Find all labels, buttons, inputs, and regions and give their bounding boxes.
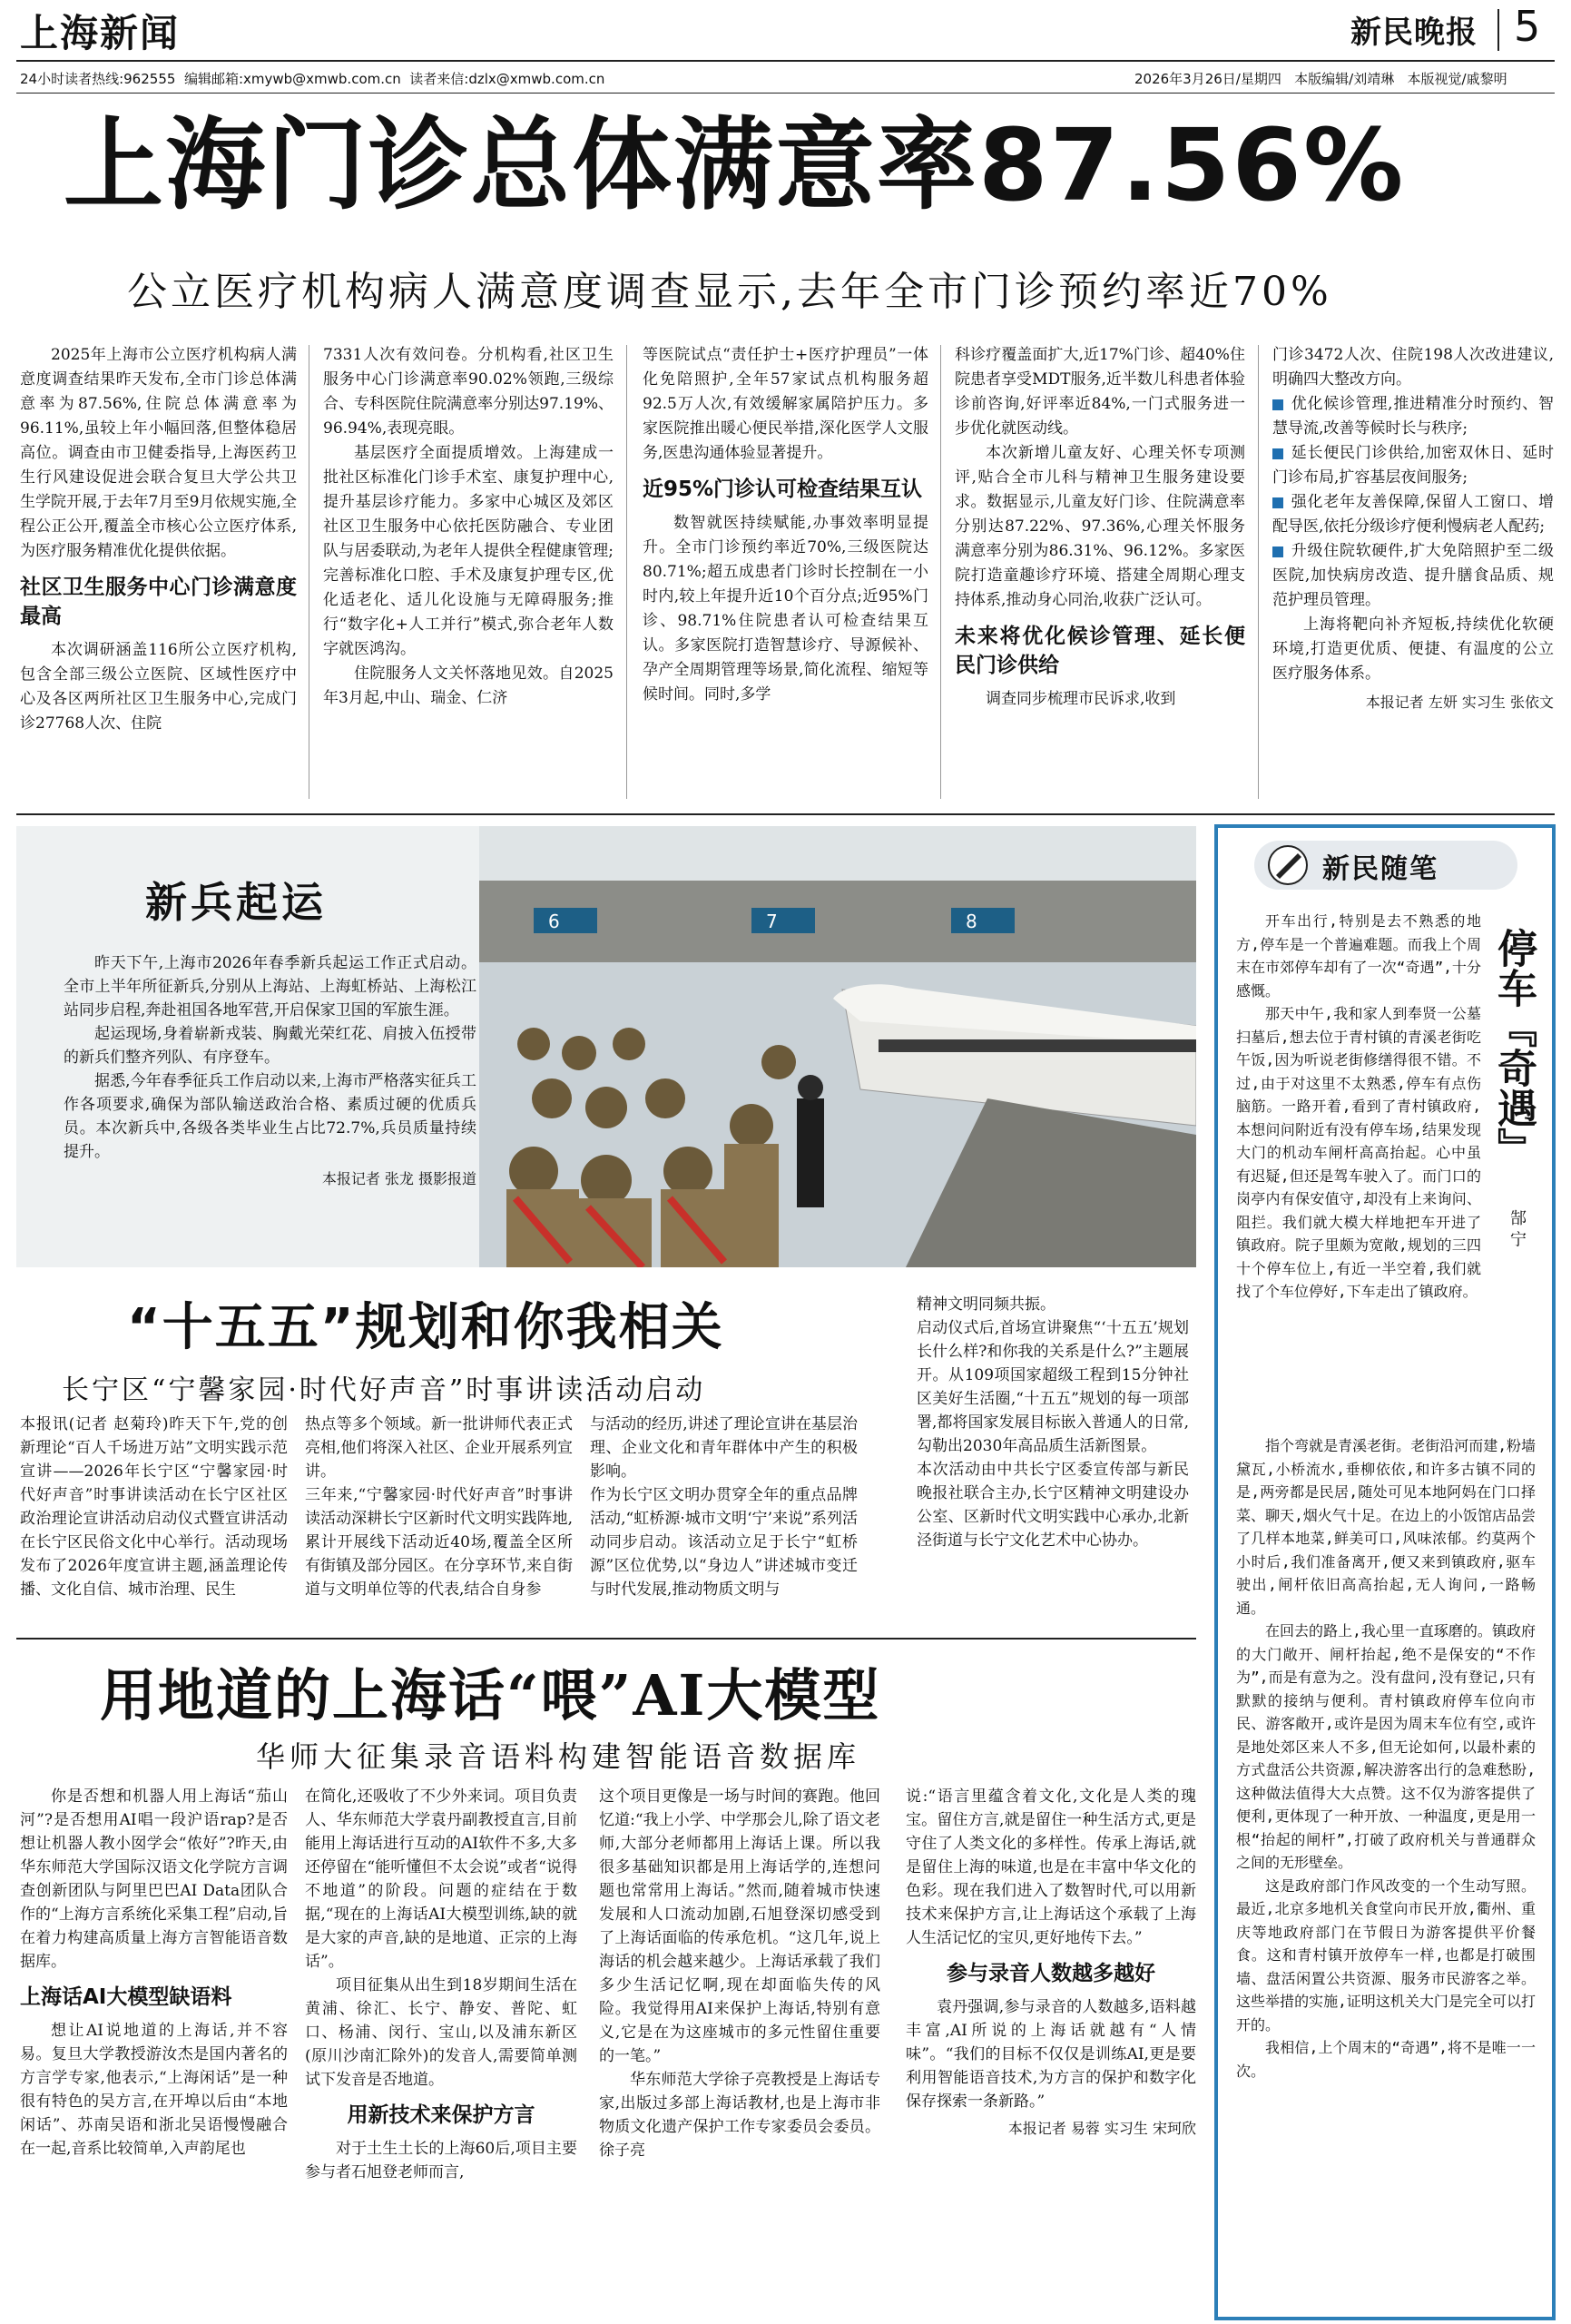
lead-paragraph: 科诊疗覆盖面扩大,近17%门诊、超40%住院患者享受MDT服务,近半数儿科患者体验诊前咨询,好评率近84%,一门式服务进一步优化就医动线。 (955, 346, 1245, 438)
bullet-item: 升级住院软硬件,扩大免陪照护至二级医院,加快病房改造、提升膳食品质、规范护理员管理。 (1272, 542, 1554, 609)
recruits-paragraph: 据悉,今年春季征兵工作启动以来,上海市严格落实征兵工作各项要求,确保为部队输送政治合格、素质过硬的优质兵员。本次新兵中,各级各类毕业生占比72.7%,兵员质量持续提升。 (64, 1072, 476, 1161)
recruits-byline: 本报记者 张龙 摄影报道 (321, 1170, 476, 1187)
bullet-item: 优化候诊管理,推进精准分时预约、智慧导流,改善等候时长与秩序; (1272, 395, 1554, 438)
recruits-photo (479, 826, 1196, 1267)
section-title: 上海新闻 (20, 11, 181, 55)
page-number: 5 (1514, 2, 1541, 51)
col-divider (940, 345, 941, 799)
masthead-divider (1497, 9, 1499, 51)
masthead-rule (16, 60, 1555, 62)
plan-col-3: 与活动的经历,讲述了理论宣讲在基层治理、企业文化和青年群体中产生的积极影响。 作为长宁区文明办贯穿全年的重点品牌活动,“虹桥源·城市文明‘宁’来说”系列活动同步启动。该活动立足于长宁“虹桥源”区位优势,以“身边人”讲述城市变迁与时代发展,推动物质文明与 (590, 1415, 858, 1599)
lead-paragraph: 7331人次有效问卷。分机构看,社区卫生服务中心门诊满意率90.02%领跑,三级综合、专科医院住院满意率分别达97.19%、96.94%,表现亮眼。 (323, 346, 614, 438)
paper-logo: 新民晚报 (1350, 15, 1478, 51)
plan-subheadline: 长宁区“宁馨家园·时代好声音”时事讲读活动启动 (62, 1374, 706, 1406)
ai-paragraph: 袁丹强调,参与录音的人数越多,语料越丰富,AI所说的上海话就越有“人情味”。“我们的目标不仅仅是训练AI,更是要利用智能语音技术,为方言的保护和数字化保存探索一条新路。” (906, 1998, 1196, 2111)
essay-column-name: 新民随笔 (1322, 853, 1438, 885)
ai-paragraph: 这个项目更像是一场与时间的赛跑。他回忆道:“我上小学、中学那会儿,除了语文老师,大部分老师都用上海话上课。所以我很多基础知识都是用上海话学的,连想问题也常常用上海话。”然而,随着城市快速发展和人口流动加剧,石旭登深切感受到了上海话面临的传承危机。“这几年,说上海话的机会越来越少。上海话承载了我们多少生活记忆啊,现在却面临失传的风险。我觉得用AI来保护上海话,特别有意义,它是在为这座城市的多元性留住重要的一笔。” (599, 1787, 880, 2065)
square-bullet-icon (1272, 497, 1283, 508)
lead-subhead-1: 社区卫生服务中心门诊满意度最高 (20, 576, 297, 628)
square-bullet-icon (1272, 547, 1283, 557)
platform-sign: 6 (548, 911, 560, 932)
essay-body-full (1236, 1434, 1536, 2083)
bullet-item: 强化老年友善保障,保留人工窗口、增配导医,依托分级诊疗便利慢病老人配药; (1272, 493, 1554, 536)
lead-paragraph: 基层医疗全面提质增效。上海建成一批社区标准化门诊手术室、康复护理中心,提升基层诊疗能力。多家中心城区及郊区社区卫生服务中心依托医防融合、专业团队与居委联动,为老年人提供全程健康管理;完善标准化口腔、手术及康复护理专区,优化适老化、适儿化设施与无障碍服务;推行“数字化+人工并行”模式,弥合老年人数字就医鸿沟。 (323, 444, 614, 658)
lead-col-4 (955, 343, 1245, 712)
ai-subhead-2: 用新技术来保护方言 (347, 2103, 535, 2127)
essay-title: 停车『奇遇』 (1490, 928, 1537, 1167)
lead-paragraph: 本次调研涵盖116所公立医疗机构,包含全部三级公立医院、区域性医疗中心及各区两所社区卫生服务中心,完成门诊27768人次、住院 (20, 641, 297, 733)
ai-subhead-1: 上海话AI大模型缺语料 (20, 1985, 232, 2009)
col-divider (1258, 345, 1259, 799)
essay-author: 郜 宁 (1507, 1209, 1527, 1247)
lead-paragraph: 2025年上海市公立医疗机构病人满意度调查结果昨天发布,全市门诊总体满意率为87.56%,住院总体满意率为96.11%,虽较上年小幅回落,但整体稳居高位。调查由市卫健委指导,上海医药卫生行风建设促进会联合复旦大学公共卫生学院开展,于去年7月至9月依规实施,全程公正公开,覆盖全市核心公立医疗体系,为医疗服务精准优化提供依据。 (20, 346, 297, 560)
lead-headline: 上海门诊总体满意率87.56% (64, 107, 1406, 223)
ai-byline: 本报记者 易蓉 实习生 宋珂欣 (1007, 2120, 1196, 2137)
lead-subhead-3: 未来将优化候诊管理、延长便民门诊供给 (955, 625, 1245, 677)
lead-paragraph: 住院服务人文关怀落地见效。自2025年3月起,中山、瑞金、仁济 (323, 665, 614, 707)
dateline: 2026年3月26日/星期四 本版编辑/刘靖琳 本版视觉/戚黎明 (1134, 71, 1507, 87)
essay-paragraph: 这是政府部门作风改变的一个生动写照。最近,北京多地机关食堂向市民开放,衢州、重庆等地政府部门在节假日为游客提供平价餐食。这和青村镇开放停车一样,也都是打破围墙、盘活闲置公共资源、服务市民游客之举。这些举措的实施,证明这机关大门是完全可以打开的。 (1236, 1876, 1536, 2034)
platform-sign: 7 (766, 911, 778, 932)
ai-subheadline: 华师大征集录音语料构建智能语音数据库 (256, 1739, 861, 1774)
ai-subhead-3: 参与录音人数越多越好 (947, 1962, 1155, 1985)
essay-paragraph: 开车出行,特别是去不熟悉的地方,停车是一个普遍难题。而我上个周末在市郊停车却有了一次“奇遇”,十分感慨。 (1236, 912, 1481, 1000)
ai-paragraph: 华东师范大学徐子亮教授是上海话专家,出版过多部上海话教材,也是上海市非物质文化遗产保护工作专家委员会委员。徐子亮 (599, 2071, 880, 2160)
plan-col-1: 本报讯(记者 赵菊玲)昨天下午,党的创新理论“百人千场进万站”文明实践示范宣讲——2026年长宁区“宁馨家园·时代好声音”时事讲读活动在长宁区社区政治理论宣讲活动启动仪式暨宣讲活动在长宁区民俗文化中心举行。活动现场发布了2026年度宣讲主题,涵盖理论传播、文化自信、城市治理、民生 (20, 1415, 288, 1599)
col-divider (626, 345, 627, 799)
plan-headline: “十五五”规划和你我相关 (127, 1298, 724, 1357)
essay-box (1214, 824, 1556, 2320)
section-rule (16, 1638, 1196, 1640)
platform-sign: 8 (966, 911, 977, 932)
lead-paragraph: 等医院试点“责任护士+医疗护理员”一体化免陪照护,全年57家试点机构服务超92.5万人次,有效缓解家属陪护压力。多家医院推出暖心便民举措,深化医学人文服务,医患沟通体验显著提升。 (643, 346, 928, 462)
section-rule (16, 813, 1555, 815)
lead-paragraph: 本次新增儿童友好、心理关怀专项测评,贴合全市儿科与精神卫生服务建设要求。数据显示,儿童友好门诊、住院满意率分别达87.22%、97.36%,心理关怀服务满意率分别为86.31%、96.12%。多家医院打造童趣诊疗环境、搭建全周期心理支持体系,推动身心同治,收获广泛认可。 (955, 444, 1245, 609)
lead-col-3 (643, 343, 928, 707)
essay-paragraph: 在回去的路上,我心里一直琢磨的。镇政府的大门敞开、闸杆抬起,绝不是保安的“不作为”,而是有意为之。没有盘问,没有登记,只有默默的接纳与便利。青村镇政府停车位向市民、游客敞开,或许是因为周末车位有空,或许是地处郊区来人不多,但无论如何,以最朴素的方式盘活公共资源,解决游客出行的急难愁盼,这种做法值得大大点赞。这不仅为游客提供了便利,更体现了一种开放、一种温度,更是用一根“抬起的闸杆”,打破了政府机关与普通群众之间的无形壁垒。 (1236, 1622, 1536, 1871)
bullet-item: 延长便民门诊供给,加密双休日、延时门诊布局,扩容基层夜间服务; (1272, 444, 1554, 487)
lead-col-1 (20, 343, 297, 736)
essay-paragraph: 那天中午,我和家人到奉贤一公墓扫墓后,想去位于青村镇的青溪老街吃午饭,因为听说老街修缮得很不错。不过,由于对这里不太熟悉,停车有点伤脑筋。一路开着,看到了青村镇政府,本想问问附近有没有停车场,结果发现大门的机动车闸杆高高抬起。心中虽有迟疑,但还是驾车驶入了。而门口的岗亭内有保安值守,却没有上来询问、阻拦。我们就大模大样地把车开进了镇政府。院子里颇为宽敞,规划的三四十个停车位上,有近一半空着,我们就找了个车位停好,下车走出了镇政府。 (1236, 1005, 1481, 1300)
lead-paragraph: 数智就医持续赋能,办事效率明显提升。全市门诊预约率近70%,三级医院达80.71%;超五成患者门诊时长控制在一小时内,较上年提升近10个百分点;近95%门诊、98.71%住院患者认可检查结果互认。多家医院打造智慧诊疗、导源候补、孕产全周期管理等场景,简化流程、缩短等候时间。同时,多学 (643, 514, 928, 704)
ai-paragraph: 在简化,还吸收了不少外来词。项目负责人、华东师范大学袁丹副教授直言,目前能用上海话进行互动的AI软件不多,大多还停留在“能听懂但不太会说”或者“说得不地道”的阶段。问题的症结在于数据,“现在的上海话AI大模型训练,缺的就是大家的声音,缺的是地道、正宗的上海话”。 (305, 1787, 577, 1971)
ai-paragraph: 说:“语言里蕴含着文化,文化是人类的瑰宝。留住方言,就是留住一种生活方式,更是守住了人类文化的多样性。传承上海话,就是留住上海的味道,也是在丰富中华文化的色彩。现在我们进入了数智时代,可以用新技术来保护方言,让上海话这个承载了上海人生活记忆的宝贝,更好地传下去。” (906, 1787, 1196, 1947)
ai-col-4 (906, 1785, 1196, 2141)
square-bullet-icon (1272, 399, 1283, 410)
recruits-paragraph: 起运现场,身着崭新戎装、胸戴光荣红花、肩披入伍授带的新兵们整齐列队、有序登车。 (64, 1025, 476, 1067)
recruits-paragraph: 昨天下午,上海市2026年春季新兵起运工作正式启动。全市上半年所征新兵,分别从上海站、上海虹桥站、上海松江站同步启程,奔赴祖国各地军营,开启保家卫国的军旅生涯。 (64, 954, 476, 1019)
ai-paragraph: 对于土生土长的上海60后,项目主要参与者石旭登老师而言, (305, 2140, 577, 2181)
plan-col-4: 精神文明同频共振。 启动仪式后,首场宣讲聚焦“‘十五五’规划长什么样?和你我的关系是什么?”主题展开。从109项国家超级工程到15分钟社区美好生活圈,“十五五”规划的每一项部署,都将国家发展目标嵌入普通人的日常,勾勒出2030年高品质生活新图景。 本次活动由中共长宁区委宣传部与新民晚报社联合主办,长宁区精神文明建设办公室、区新时代文明实践中心承办,北新泾街道与长宁文化艺术中心协办。 (917, 1295, 1189, 1550)
lead-paragraph: 调查同步梳理市民诉求,收到 (986, 690, 1176, 708)
ai-headline: 用地道的上海话“喂”AI大模型 (100, 1662, 881, 1728)
lead-paragraph: 上海将靶向补齐短板,持续优化软硬环境,打造更优质、便捷、有温度的公立医疗服务体系。 (1272, 615, 1554, 683)
ai-paragraph: 你是否想和机器人用上海话“茄山河”?是否想用AI唱一段沪语rap?是否想让机器人教小囡学会“侬好”?昨天,由华东师范大学国际汉语文化学院方言调查创新团队与阿里巴巴AI Data团队合作的“上海方言系统化采集工程”启动,旨在着力构建高质量上海方言智能语音数据库。 (20, 1787, 288, 1971)
masthead-rule-2 (16, 93, 1555, 94)
recruits-headline: 新兵起运 (145, 878, 327, 927)
lead-subheadline: 公立医疗机构病人满意度调查显示,去年全市门诊预约率近70% (127, 269, 1332, 315)
plan-col-2: 热点等多个领域。新一批讲师代表正式亮相,他们将深入社区、企业开展系列宣讲。 三年来,“宁馨家园·时代好声音”时事讲读活动深耕长宁区新时代文明实践阵地,累计开展线下活动近40场,覆盖全区所有街镇及部分园区。在分享环节,来自街道与文明单位等的代表,结合自身参 (305, 1415, 573, 1599)
ai-col-2 (305, 1785, 577, 2184)
reader-hotline: 24小时读者热线:962555 编辑邮箱:xmywb@xmwb.com.cn 读者来信:dzlx@xmwb.com.cn (20, 71, 605, 87)
ai-paragraph: 想让AI说地道的上海话,并不容易。复旦大学教授游汝杰是国内著名的方言学专家,他表示,“上海闲话”是一种很有特色的吴方言,在开埠以后由“本地闲话”、苏南吴语和浙北吴语慢慢融合在一起,音系比较简单,入声韵尾也 (20, 2022, 288, 2158)
train-station-photo (479, 826, 1196, 1267)
lead-paragraph: 门诊3472人次、住院198人次改进建议,明确四大整改方向。 (1272, 346, 1554, 389)
lead-byline: 本报记者 左妍 实习生 张依文 (1365, 694, 1554, 711)
lead-subhead-2: 近95%门诊认可检查结果互认 (643, 478, 923, 501)
essay-body (1236, 910, 1481, 1304)
pen-logo-icon (1265, 844, 1311, 886)
ai-col-3 (599, 1785, 880, 2162)
ai-col-1 (20, 1785, 288, 2161)
essay-paragraph: 我相信,上个周末的“奇遇”,将不是唯一一次。 (1236, 2039, 1536, 2080)
essay-paragraph: 指个弯就是青溪老街。老街沿河而建,粉墙黛瓦,小桥流水,垂柳依依,和许多古镇不同的是,两旁都是民居,随处可见本地阿妈在门口择菜、聊天,烟火气十足。在边上的小饭馆店品尝了几样本地菜,鲜美可口,风味浓郁。约莫两个小时后,我们准备离开,便又来到镇政府,驱车驶出,闸杆依旧高高抬起,无人询问,一路畅通。 (1236, 1437, 1536, 1617)
recruits-text (64, 951, 476, 1191)
ai-paragraph: 项目征集从出生到18岁期间生活在黄浦、徐汇、长宁、静安、普陀、虹口、杨浦、闵行、宝山,以及浦东新区(原川沙南汇除外)的发音人,需要简单测试下发音是否地道。 (305, 1976, 577, 2089)
square-bullet-icon (1272, 448, 1283, 459)
lead-col-2 (323, 343, 614, 711)
lead-col-5 (1272, 343, 1554, 714)
